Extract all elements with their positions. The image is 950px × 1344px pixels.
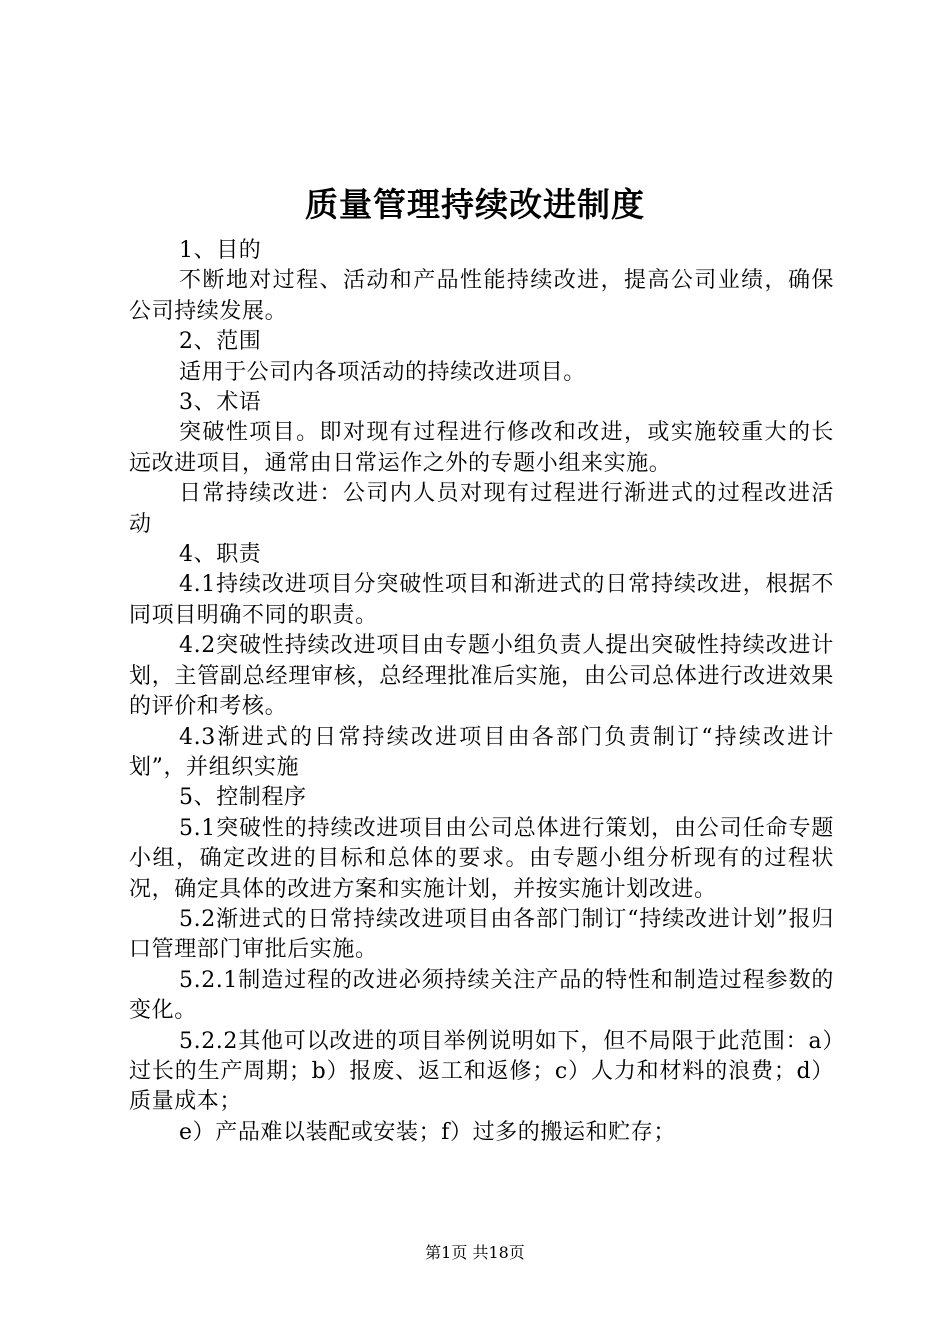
page-number-footer: 第1页 共18页 <box>425 1243 525 1262</box>
body-paragraph: 5.1突破性的持续改进项目由公司总体进行策划，由公司任命专题小组，确定改进的目标和总体的要求。由专题小组分析现有的过程状况，确定具体的改进方案和实施计划，并按实施计划改进。 <box>129 815 834 902</box>
body-paragraph: 日常持续改进：公司内人员对现有过程进行渐进式的过程改进活动 <box>129 481 834 537</box>
body-paragraph: 4.3渐进式的日常持续改进项目由各部门负责制订“持续改进计划”，并组织实施 <box>129 724 834 780</box>
body-paragraph: 5.2.2其他可以改进的项目举例说明如下，但不局限于此范围：a）过长的生产周期；b）报废、返工和返修；c）人力和材料的浪费；d）质量成本； <box>129 1028 834 1115</box>
body-paragraph: 突破性项目。即对现有过程进行修改和改进，或实施较重大的长远改进项目，通常由日常运作之外的专题小组来实施。 <box>129 420 834 476</box>
body-paragraph: 4.1持续改进项目分突破性项目和渐进式的日常持续改进，根据不同项目明确不同的职责。 <box>129 572 834 628</box>
section-heading: 4、职责 <box>179 542 262 568</box>
body-paragraph: 适用于公司内各项活动的持续改进项目。 <box>179 359 586 385</box>
body-paragraph: 不断地对过程、活动和产品性能持续改进，提高公司业绩，确保公司持续发展。 <box>129 268 834 324</box>
section-heading: 5、控制程序 <box>179 785 307 811</box>
body-paragraph: 4.2突破性持续改进项目由专题小组负责人提出突破性持续改进计划，主管副总经理审核，总经理批准后实施，由公司总体进行改进效果的评价和考核。 <box>129 633 834 720</box>
section-heading: 1、目的 <box>179 238 262 263</box>
body-paragraph: e）产品难以装配或安装；f）过多的搬运和贮存； <box>179 1119 676 1145</box>
section-heading: 2、范围 <box>179 329 262 355</box>
document-title: 质量管理持续改进制度 <box>305 185 645 224</box>
section-heading: 3、术语 <box>179 390 262 416</box>
document-body <box>129 236 834 1148</box>
body-paragraph: 5.2渐进式的日常持续改进项目由各部门制订“持续改进计划”报归口管理部门审批后实施。 <box>129 906 834 963</box>
body-paragraph: 5.2.1制造过程的改进必须持续关注产品的特性和制造过程参数的变化。 <box>129 967 834 1024</box>
